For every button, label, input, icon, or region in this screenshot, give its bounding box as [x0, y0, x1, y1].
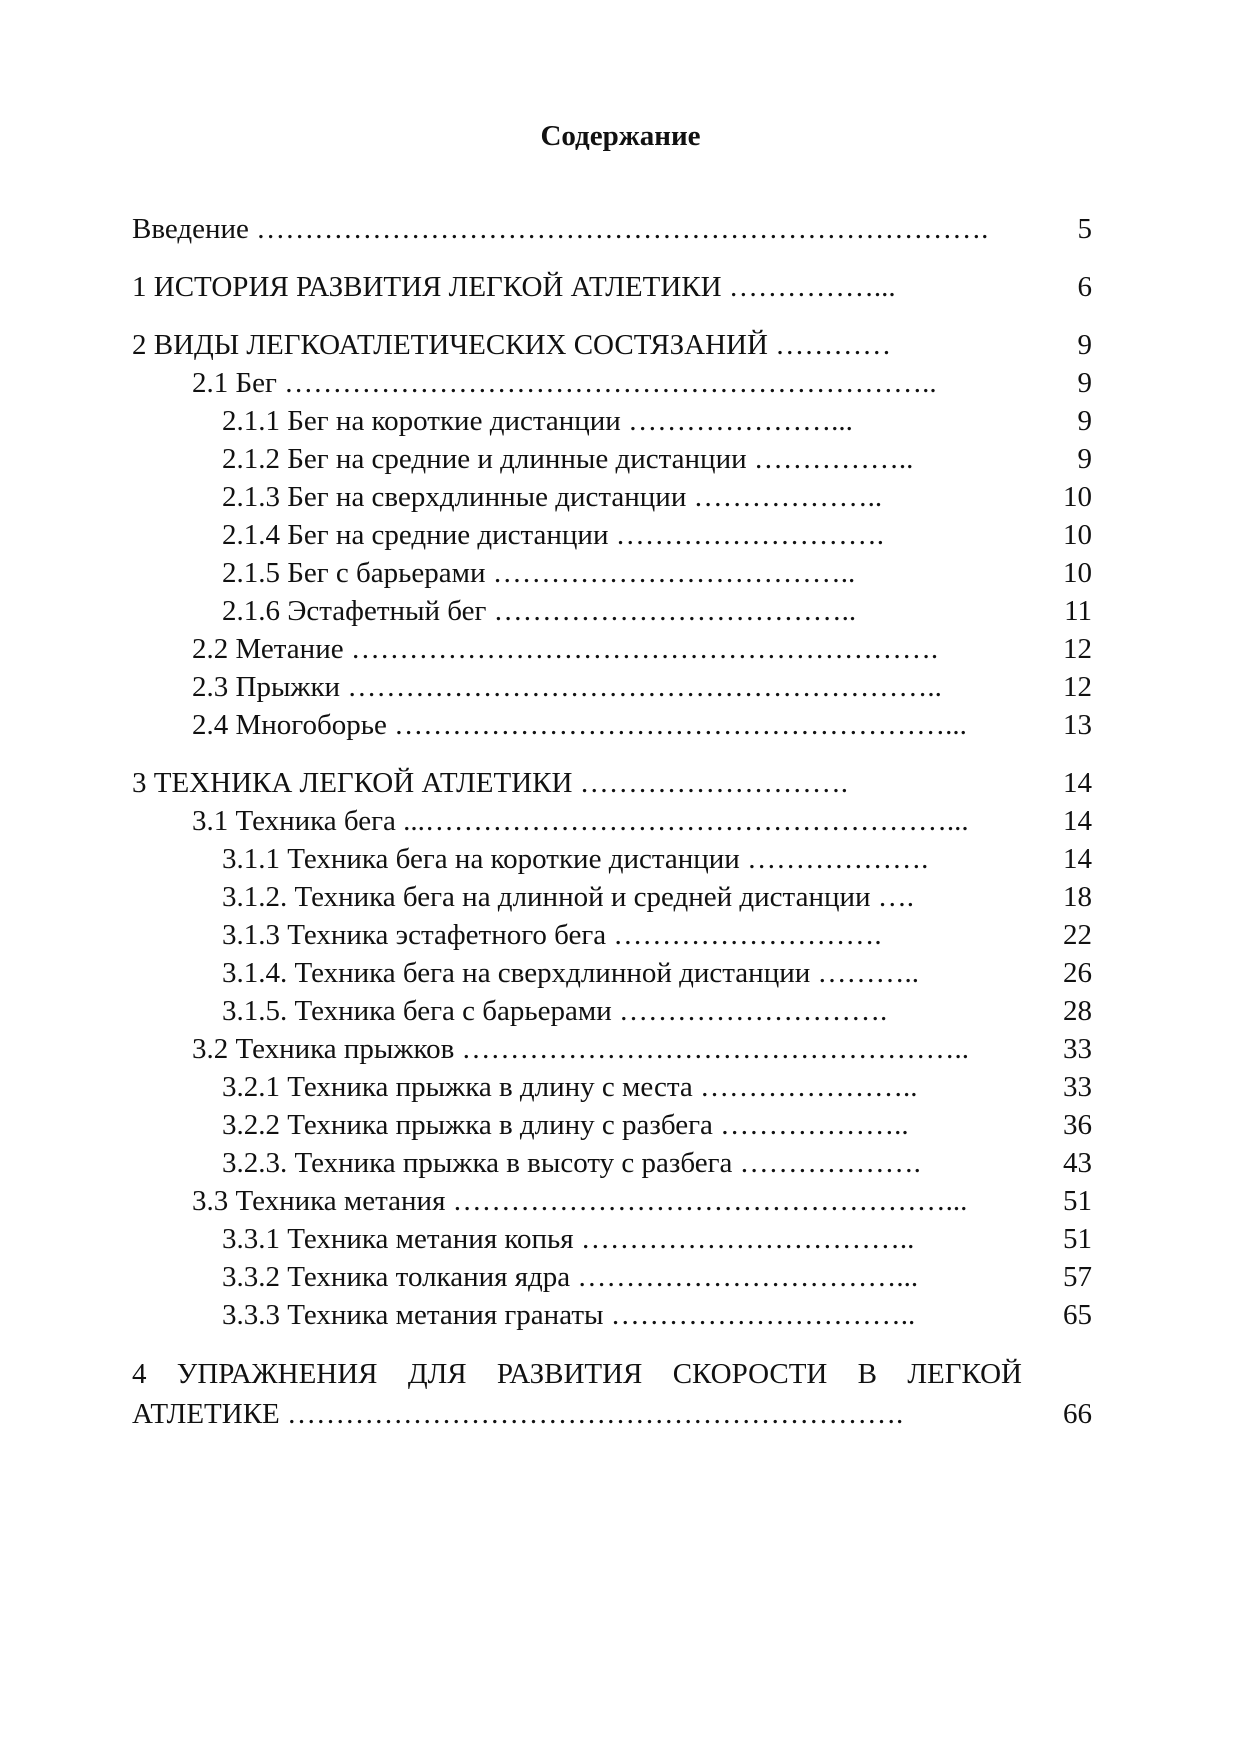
toc-leader: ………………………….. [610, 1299, 916, 1331]
toc-leader: …………….. [753, 443, 914, 475]
toc-entry-chapter-4 [132, 1354, 1092, 1434]
toc-leader: ……………………………………………………. [350, 633, 939, 665]
toc-page-number: 65 [1063, 1299, 1092, 1331]
toc-leader: …………………………………………….. [461, 1033, 970, 1065]
toc-page-number: 51 [1063, 1185, 1092, 1217]
toc-entry-3-2-3 [132, 1144, 1092, 1182]
toc-page-number: 57 [1063, 1261, 1092, 1293]
toc-entry-2-1-3 [132, 478, 1092, 516]
toc-label: 3.3 Техника метания [192, 1185, 453, 1217]
toc-label: 2.1.6 Эстафетный бег [222, 595, 494, 627]
toc-label: 3.3.1 Техника метания копья [222, 1223, 581, 1255]
toc-label: 3.1.4. Техника бега на сверхдлинной дистанции [222, 957, 818, 989]
toc-leader: ……………….. [693, 481, 883, 513]
toc-label: 3.1.3 Техника эстафетного бега [222, 919, 614, 951]
toc-page-number: 33 [1063, 1033, 1092, 1065]
toc-label: 3.2 Техника прыжков [192, 1033, 462, 1065]
toc-label: 2 ВИДЫ ЛЕГКОАТЛЕТИЧЕСКИХ СОСТЯЗАНИЙ [132, 329, 776, 361]
toc-entry-3-1-1 [132, 840, 1092, 878]
toc-entry-2-3 [132, 668, 1092, 706]
toc-page-number: 12 [1063, 633, 1092, 665]
toc-leader: ……………... [728, 271, 896, 303]
toc-page-number: 66 [1063, 1398, 1092, 1430]
toc-leader: ………………………………………………………….. [284, 367, 937, 399]
toc-entry-2-1-1 [132, 402, 1092, 440]
toc-entry-3-1-2 [132, 878, 1092, 916]
toc-leader: ……………………………... [577, 1261, 919, 1293]
toc-label: 1 ИСТОРИЯ РАЗВИТИЯ ЛЕГКОЙ АТЛЕТИКИ [132, 271, 729, 303]
toc-page-number: 9 [1077, 443, 1092, 475]
toc-page-number: 10 [1063, 519, 1092, 551]
toc-leader: ………………………. [613, 919, 882, 951]
toc-label: 2.3 Прыжки [192, 671, 348, 703]
toc-page-number: 9 [1077, 367, 1092, 399]
toc-entry-3-3-2 [132, 1258, 1092, 1296]
toc-entry-3-2 [132, 1030, 1092, 1068]
toc-page-number: 18 [1063, 881, 1092, 913]
toc-page-number: 36 [1063, 1109, 1092, 1141]
toc-entry-chapter-1 [132, 268, 1092, 306]
toc-leader: …………………………………………………... [394, 709, 967, 741]
toc-label: 3.1 Техника бега [192, 805, 404, 837]
toc-entry-2-1-6 [132, 592, 1092, 630]
toc-leader: ……………………………….. [493, 595, 857, 627]
toc-leader: ………………………………………………………. [287, 1398, 904, 1430]
toc-entry-chapter-2 [132, 326, 1092, 364]
toc-page-number: 14 [1063, 843, 1092, 875]
toc-label: 3.1.2. Техника бега на длинной и средней дистанции [222, 881, 878, 913]
toc-entry-3-1-4 [132, 954, 1092, 992]
table-of-contents [132, 210, 1092, 1434]
toc-entry-3-3 [132, 1182, 1092, 1220]
toc-leader: ……………….. [720, 1109, 909, 1141]
toc-entry-introduction [132, 210, 1092, 248]
toc-page-number: 10 [1063, 557, 1092, 589]
toc-entry-2-4 [132, 706, 1092, 744]
toc-leader: ………………………. [615, 519, 884, 551]
toc-label: 2.2 Метание [192, 633, 351, 665]
toc-page-number: 5 [1077, 213, 1092, 245]
toc-leader: ……………………………………………... [452, 1185, 968, 1217]
toc-label: 3 ТЕХНИКА ЛЕГКОЙ АТЛЕТИКИ [132, 767, 580, 799]
toc-page-number: 14 [1063, 767, 1092, 799]
toc-page-number: 13 [1063, 709, 1092, 741]
toc-label: 2.1.1 Бег на короткие дистанции [222, 405, 629, 437]
toc-page-number: 43 [1063, 1147, 1092, 1179]
toc-entry-2-1 [132, 364, 1092, 402]
toc-leader: ………………. [747, 843, 929, 875]
toc-entry-2-2 [132, 630, 1092, 668]
toc-leader: …………………... [628, 405, 853, 437]
toc-entry-2-1-4 [132, 516, 1092, 554]
toc-page-number: 26 [1063, 957, 1092, 989]
toc-label: 3.3.3 Техника метания гранаты [222, 1299, 611, 1331]
toc-label: 3.2.1 Техника прыжка в длину с места [222, 1071, 701, 1103]
toc-page-number: 9 [1077, 405, 1092, 437]
toc-entry-3-3-1 [132, 1220, 1092, 1258]
toc-label: 2.1.3 Бег на сверхдлинные дистанции [222, 481, 694, 513]
toc-label: 2.1.4 Бег на средние дистанции [222, 519, 616, 551]
toc-page-number: 11 [1064, 595, 1092, 627]
toc-label: 2.4 Многоборье [192, 709, 395, 741]
toc-leader: …………………………….. [580, 1223, 915, 1255]
toc-page-number: 22 [1063, 919, 1092, 951]
toc-page-number: 14 [1063, 805, 1092, 837]
toc-label: 3.2.3. Техника прыжка в высоту с разбега [222, 1147, 740, 1179]
toc-leader: ……………………………….. [492, 557, 856, 589]
page-title: Содержание [540, 120, 701, 152]
toc-leader: …………………………………………………….. [347, 671, 942, 703]
toc-leader: …. [877, 881, 915, 913]
toc-leader: …………………………………………………………………. [256, 213, 989, 245]
toc-label-line-2: АТЛЕТИКЕ [132, 1398, 288, 1430]
toc-leader: ………………. [739, 1147, 921, 1179]
toc-leader: ………………………. [619, 995, 888, 1027]
toc-entry-3-2-2 [132, 1106, 1092, 1144]
toc-label: 2.1 Бег [192, 367, 285, 399]
toc-label: 3.3.2 Техника толкания ядра [222, 1261, 578, 1293]
toc-page-number: 6 [1077, 271, 1092, 303]
toc-page-number: 51 [1063, 1223, 1092, 1255]
toc-label: Введение [132, 213, 257, 245]
toc-entry-2-1-2 [132, 440, 1092, 478]
toc-leader: ………… [775, 329, 892, 361]
toc-entry-3-3-3 [132, 1296, 1092, 1334]
toc-entry-chapter-3 [132, 764, 1092, 802]
toc-page-number: 9 [1077, 329, 1092, 361]
toc-leader: ………………………. [579, 767, 848, 799]
toc-page-number: 10 [1063, 481, 1092, 513]
toc-label: 3.2.2 Техника прыжка в длину с разбега [222, 1109, 721, 1141]
toc-entry-2-1-5 [132, 554, 1092, 592]
toc-page-number: 33 [1063, 1071, 1092, 1103]
toc-leader: ………………….. [700, 1071, 918, 1103]
toc-entry-3-2-1 [132, 1068, 1092, 1106]
toc-page-number: 28 [1063, 995, 1092, 1027]
toc-label: 3.1.5. Техника бега с барьерами [222, 995, 620, 1027]
toc-entry-3-1-3 [132, 916, 1092, 954]
toc-page-number: 12 [1063, 671, 1092, 703]
toc-entry-3-1 [132, 802, 1092, 840]
toc-label: 3.1.1 Техника бега на короткие дистанции [222, 843, 748, 875]
toc-leader: ……….. [817, 957, 920, 989]
toc-label: 2.1.2 Бег на средние и длинные дистанции [222, 443, 754, 475]
toc-label-line-1: 4 УПРАЖНЕНИЯ ДЛЯ РАЗВИТИЯ СКОРОСТИ В ЛЕГКОЙ [132, 1358, 1022, 1390]
toc-leader: ...………………………………………………... [403, 805, 969, 837]
toc-entry-3-1-5 [132, 992, 1092, 1030]
toc-label: 2.1.5 Бег с барьерами [222, 557, 493, 589]
